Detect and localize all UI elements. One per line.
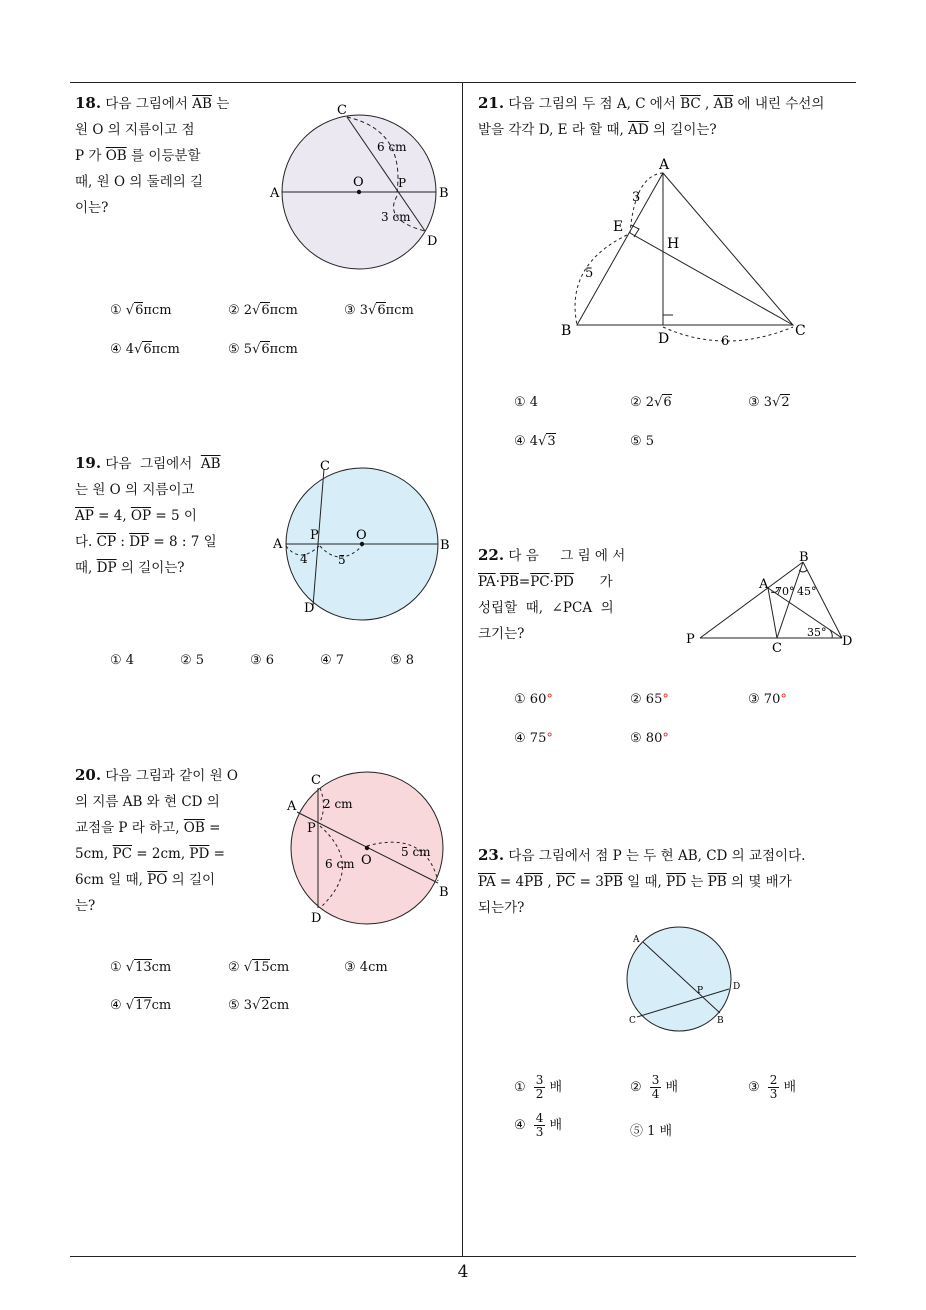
q19-label-A: A <box>273 537 283 552</box>
q23-figure <box>625 925 745 1035</box>
q21-number: 21. <box>478 94 505 112</box>
q20-choice-3[interactable]: ③ 4cm <box>344 960 388 975</box>
q21-question <box>478 90 863 143</box>
q22-choice-5[interactable]: ⑤ 80° <box>630 731 669 746</box>
q18-number: 18. <box>75 94 102 112</box>
q22-figure <box>685 548 855 658</box>
q21-label-A: A <box>659 157 670 173</box>
q21-choice-5[interactable]: ⑤ 5 <box>630 434 655 449</box>
q22-choice-3[interactable]: ③ 70° <box>748 692 787 707</box>
q20-label-O: O <box>361 853 372 868</box>
q19-label-C: C <box>320 459 330 474</box>
q18-text: 다음 그림에서 $\overline{AB}$ 는 원 O 의 지름이고 점 P 가 $\overline{OB}$ 를 이등분할 때, 원 O 의 둘레의 길 이는? <box>75 96 230 216</box>
q22-choice-2[interactable]: ② 65° <box>630 692 669 707</box>
q20-choice-4[interactable]: ④ √17cm <box>110 998 172 1013</box>
q18-question <box>75 90 260 221</box>
q18-label-O: O <box>353 175 364 190</box>
q20-figure <box>285 770 460 930</box>
q19-label-ap: 4 <box>300 552 308 566</box>
q18-label-A: A <box>270 186 280 201</box>
q19-label-D: D <box>304 601 315 616</box>
q18-label-cp: 6 cm <box>377 140 407 154</box>
q21-text: 다음 그림의 두 점 A, C 에서 $\overline{BC}$ , $\overline{AB}$ 에 내린 수선의 발을 각각 D, E 라 할 때, $\overline{AD}$ 의 길이는? <box>478 96 825 138</box>
q19-figure <box>270 460 460 620</box>
q23-label-D: D <box>733 982 741 992</box>
q23-label-A: A <box>633 935 640 945</box>
page-number: 4 <box>457 1262 469 1282</box>
q23-label-C: C <box>629 1016 636 1026</box>
q21-label-ae: 3 <box>632 190 641 205</box>
q22-label-45: 45° <box>797 585 817 598</box>
q18-figure <box>265 100 465 280</box>
q23-choice-1[interactable]: ① $\frac{3}{2}$ 배 <box>514 1073 562 1101</box>
q18-choice-5[interactable]: ⑤ 5√6πcm <box>228 342 298 357</box>
q19-label-O: O <box>356 528 367 543</box>
q23-label-P: P <box>697 986 704 996</box>
q23-choice-4[interactable]: ④ $\frac{4}{3}$ 배 <box>514 1111 562 1139</box>
q18-choice-2[interactable]: ② 2√6πcm <box>228 303 298 318</box>
q21-label-H: H <box>667 236 680 252</box>
q23-label-B: B <box>717 1016 724 1026</box>
q19-label-P: P <box>310 528 319 543</box>
q21-label-B: B <box>561 323 572 339</box>
q22-label-B: B <box>799 550 809 565</box>
q22-label-P: P <box>686 632 695 647</box>
q21-label-C: C <box>795 323 806 339</box>
q19-label-op: 5 <box>338 553 346 567</box>
q21-choice-4[interactable]: ④ 4√3 <box>514 434 556 449</box>
q22-label-C: C <box>772 641 782 656</box>
q20-label-D: D <box>311 911 322 926</box>
q20-label-A: A <box>287 799 297 814</box>
q18-choice-3[interactable]: ③ 3√6πcm <box>344 303 414 318</box>
q22-label-D: D <box>842 634 853 649</box>
q20-label-pc: 2 cm <box>323 797 353 811</box>
q21-choice-1[interactable]: ① 4 <box>514 395 539 410</box>
q20-label-P: P <box>307 821 316 836</box>
q18-label-P: P <box>398 176 407 190</box>
q19-question <box>75 450 260 581</box>
q22-label-70: 70° <box>775 585 795 598</box>
q20-question <box>75 762 275 919</box>
q23-number: 23. <box>478 846 505 864</box>
q20-text: 다음 그림과 같이 원 O 의 지름 AB 와 현 CD 의 교점을 P 라 하고, $\overline{OB}$ = 5cm, $\overline{PC} = 2cm$, $\overline{PD}$ = 6cm 일 때, $\overline{PO}$ 의 길이 는? <box>75 768 238 914</box>
top-rule <box>70 82 856 83</box>
q18-label-B: B <box>439 186 449 201</box>
q18-choice-4[interactable]: ④ 4√6πcm <box>110 342 180 357</box>
q20-choice-2[interactable]: ② √15cm <box>228 960 290 975</box>
q20-label-pd: 6 cm <box>325 857 355 871</box>
q22-question <box>478 542 673 647</box>
q18-label-D: D <box>427 234 438 249</box>
q19-choice-4[interactable]: ④ 7 <box>320 653 345 668</box>
q23-choice-2[interactable]: ② $\frac{3}{4}$ 배 <box>630 1073 678 1101</box>
q23-choice-5[interactable]: ⑤ 1 배 <box>630 1124 673 1139</box>
q23-choice-3[interactable]: ③ $\frac{2}{3}$ 배 <box>748 1073 796 1101</box>
q20-label-ob: 5 cm <box>401 845 431 859</box>
q19-choice-5[interactable]: ⑤ 8 <box>390 653 415 668</box>
bottom-rule <box>70 1256 856 1257</box>
q19-choice-3[interactable]: ③ 6 <box>250 653 275 668</box>
q22-choice-1[interactable]: ① 60° <box>514 692 553 707</box>
q20-number: 20. <box>75 766 102 784</box>
q19-choice-1[interactable]: ① 4 <box>110 653 135 668</box>
q18-choice-1[interactable]: ① √6πcm <box>110 303 172 318</box>
q21-choice-2[interactable]: ② 2√6 <box>630 395 672 410</box>
q20-choice-5[interactable]: ⑤ 3√2cm <box>228 998 290 1013</box>
q22-text: 다 음 그 림 에 서 $\overline{PA}\cdot\overline{PB}=\overline{PC}\cdot\overline{PD}$ 가 성립할 때, ∠PCA 의 크기는? <box>478 548 626 642</box>
q19-text: 다음 그림에서 $\overline{AB}$ 는 원 O 의 지름이고 $\overline{AP} = 4$, $\overline{OP} = 5$ 이 다. $\overline{CP}$ : $\overline{DP} = 8$ : 7 일 때, $\overline{DP}$ 의 길이는? <box>75 456 221 576</box>
q19-label-B: B <box>440 538 450 553</box>
q18-label-C: C <box>337 103 347 118</box>
q18-label-pd: 3 cm <box>381 210 411 224</box>
q23-text: 다음 그림에서 점 P 는 두 현 AB, CD 의 교점이다. $\overline{PA} = 4\overline{PB}$ , $\overline{PC} = 3\overline{PB}$ 일 때, $\overline{PD}$ 는 $\overline{PB}$ 의 몇 배가 되는가? <box>478 848 806 916</box>
q21-label-dc: 6 <box>721 334 730 349</box>
q21-label-eb: 5 <box>585 266 594 281</box>
q23-question <box>478 842 863 921</box>
q21-figure <box>555 155 815 355</box>
q21-choice-3[interactable]: ③ 3√2 <box>748 395 790 410</box>
q19-choice-2[interactable]: ② 5 <box>180 653 205 668</box>
q22-label-35: 35° <box>807 626 827 639</box>
q21-label-D: D <box>658 331 670 347</box>
q22-number: 22. <box>478 546 505 564</box>
q19-number: 19. <box>75 454 102 472</box>
q22-label-A: A <box>759 577 769 592</box>
q21-label-E: E <box>613 219 624 235</box>
q20-label-B: B <box>439 885 449 900</box>
q22-choice-4[interactable]: ④ 75° <box>514 731 553 746</box>
q20-choice-1[interactable]: ① √13cm <box>110 960 172 975</box>
q20-label-C: C <box>311 773 321 788</box>
